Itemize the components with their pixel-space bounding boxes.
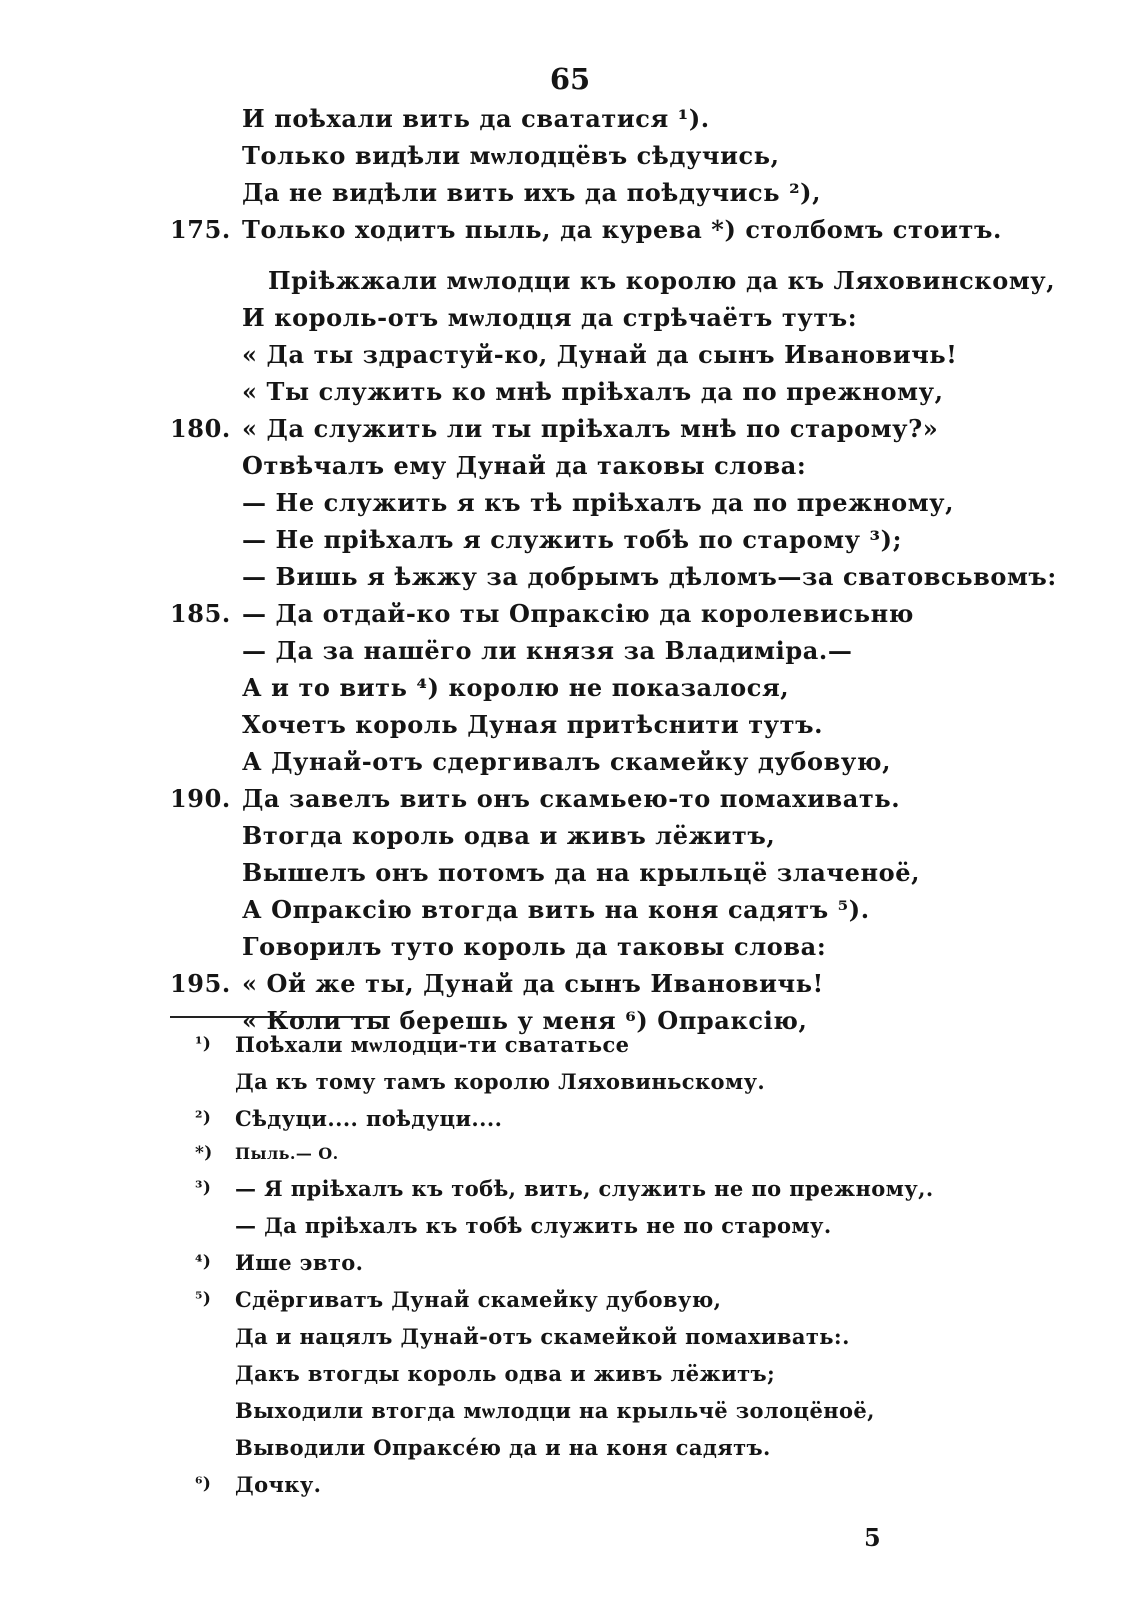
- verse-text: Только ходитъ пыль, да курева *) столбомъ стоитъ.: [242, 215, 1002, 244]
- footnote-text: Да къ тому тамъ королю Ляховиньскому.: [235, 1069, 766, 1094]
- footnote-line: [195, 1063, 1095, 1100]
- verse-line: [170, 780, 1120, 817]
- verse-line: [170, 558, 1120, 595]
- verse-line: [170, 211, 1120, 248]
- verse-text: — Вишь я ѣжжу за добрымъ дѣломъ—за сватовсьвомъ:: [242, 562, 1057, 591]
- footnote-marker: ²): [195, 1108, 212, 1128]
- verse-text: « Да служить ли ты пріѣхалъ мнѣ по старому?»: [242, 414, 939, 443]
- footnote-text: — Я пріѣхалъ къ тобѣ, вить, служить не по прежному,.: [235, 1176, 934, 1201]
- verse-text: А Дунай-отъ сдергивалъ скамейку дубовую,: [242, 747, 892, 776]
- verse-text: Только видѣли мѡлодцёвъ сѣдучись,: [242, 141, 780, 170]
- verse-line: [170, 965, 1120, 1002]
- line-number: 195.: [170, 969, 231, 998]
- verse-text: Да завелъ вить онъ скамьею-то помахивать.: [242, 784, 901, 813]
- page-number: 65: [549, 62, 591, 96]
- verse-line: [170, 891, 1120, 928]
- footnote-text: Да и нацялъ Дунай-отъ скамейкой помахивать:.: [235, 1324, 850, 1349]
- footnote-line: [195, 1318, 1095, 1355]
- footnote-line: [195, 1355, 1095, 1392]
- verse-text: А и то вить ⁴) королю не показалося,: [242, 673, 790, 702]
- footnote-line: [195, 1170, 1095, 1207]
- verse-line: [170, 484, 1120, 521]
- footnote-marker: ³): [195, 1178, 212, 1198]
- verse-line: [170, 137, 1120, 174]
- verse-line: [170, 373, 1120, 410]
- verse-text: И король-отъ мѡлодця да стрѣчаётъ тутъ:: [242, 303, 858, 332]
- verse-line: [170, 336, 1120, 373]
- verse-text: « Ты служить ко мнѣ пріѣхалъ да по прежному,: [242, 377, 944, 406]
- footnote-text: Поѣхали мѡлодци-ти свататьсе: [235, 1032, 630, 1057]
- verse-line: [170, 447, 1120, 484]
- footnote-separator: [170, 1016, 390, 1018]
- footnote-text: Сѣдуци.... поѣдуци....: [235, 1106, 503, 1131]
- verse-text: « Коли ты берешь у меня ⁶) Опраксію,: [242, 1006, 808, 1035]
- verse-text: — Да отдай-ко ты Опраксію да королевисьню: [242, 599, 914, 628]
- line-number: 190.: [170, 784, 231, 813]
- verse-text: « Ой же ты, Дунай да сынъ Ивановичь!: [242, 969, 824, 998]
- footnote-text: Выходили втогда мѡлодци на крыльчё золоцёноё,: [235, 1398, 875, 1423]
- verse-text: — Не пріѣхалъ я служить тобѣ по старому ³);: [242, 525, 903, 554]
- footnote-line: [195, 1026, 1095, 1063]
- verse-text: — Да за нашёго ли князя за Владиміра.—: [242, 636, 853, 665]
- verse-text: « Да ты здрастуй-ко, Дунай да сынъ Ивановичь!: [242, 340, 958, 369]
- line-number: 185.: [170, 599, 231, 628]
- verse-line: [170, 632, 1120, 669]
- footnote-line: [195, 1466, 1095, 1503]
- verse-text: Пріѣжжали мѡлодци къ королю да къ Ляховинскому,: [268, 266, 1056, 295]
- verse-text: А Опраксію втогда вить на коня садятъ ⁵).: [242, 895, 870, 924]
- footnote-marker: ⁴): [195, 1252, 212, 1272]
- footnote-line: [195, 1100, 1095, 1137]
- footnote-line: [195, 1281, 1095, 1318]
- line-number: 180.: [170, 414, 231, 443]
- verse-text: Говорилъ туто король да таковы слова:: [242, 932, 827, 961]
- footnote-marker: ⁶): [195, 1474, 212, 1494]
- verse-block: [170, 100, 1120, 1039]
- verse-line: [170, 100, 1120, 137]
- verse-line: [170, 743, 1120, 780]
- verse-line: [170, 669, 1120, 706]
- verse-line: [170, 521, 1120, 558]
- verse-text: И поѣхали вить да свататися ¹).: [242, 104, 710, 133]
- footnote-line: [195, 1207, 1095, 1244]
- verse-text: Отвѣчалъ ему Дунай да таковы слова:: [242, 451, 807, 480]
- footnote-text: Дакъ втогды король одва и живъ лёжитъ;: [235, 1361, 776, 1386]
- footnote-text: Ише эвто.: [235, 1250, 364, 1275]
- footnote-marker: ⁵): [195, 1289, 212, 1309]
- footnote-text: Пыль.— О.: [235, 1144, 339, 1163]
- footnote-line: [195, 1429, 1095, 1466]
- footnote-text: — Да пріѣхалъ къ тобѣ служить не по старому.: [235, 1213, 832, 1238]
- footnote-text: Дочку.: [235, 1472, 322, 1497]
- verse-line: [170, 174, 1120, 211]
- verse-line: [170, 410, 1120, 447]
- footnote-marker: ¹): [195, 1034, 212, 1054]
- verse-line: [170, 299, 1120, 336]
- footnote-line: [195, 1137, 1095, 1170]
- verse-text: Хочетъ король Дуная притѣснити тутъ.: [242, 710, 824, 739]
- verse-text: — Не служить я къ тѣ пріѣхалъ да по прежному,: [242, 488, 955, 517]
- footnotes-block: [195, 1026, 1095, 1503]
- verse-text: Вышелъ онъ потомъ да на крыльцё злаченоё,: [242, 858, 921, 887]
- verse-line: [170, 817, 1120, 854]
- footnote-text: Выводили Опраксéю да и на коня садятъ.: [235, 1435, 771, 1460]
- printer-signature-mark: 5: [864, 1523, 881, 1552]
- verse-line: [170, 262, 1120, 299]
- verse-text: Втогда король одва и живъ лёжитъ,: [242, 821, 776, 850]
- footnote-text: Сдёргиватъ Дунай скамейку дубовую,: [235, 1287, 722, 1312]
- line-number: 175.: [170, 215, 231, 244]
- verse-line: [170, 706, 1120, 743]
- verse-line: [170, 854, 1120, 891]
- verse-line: [170, 595, 1120, 632]
- verse-line: [170, 928, 1120, 965]
- verse-text: Да не видѣли вить ихъ да поѣдучись ²),: [242, 178, 822, 207]
- footnote-marker: *): [195, 1143, 213, 1163]
- footnote-line: [195, 1244, 1095, 1281]
- footnote-line: [195, 1392, 1095, 1429]
